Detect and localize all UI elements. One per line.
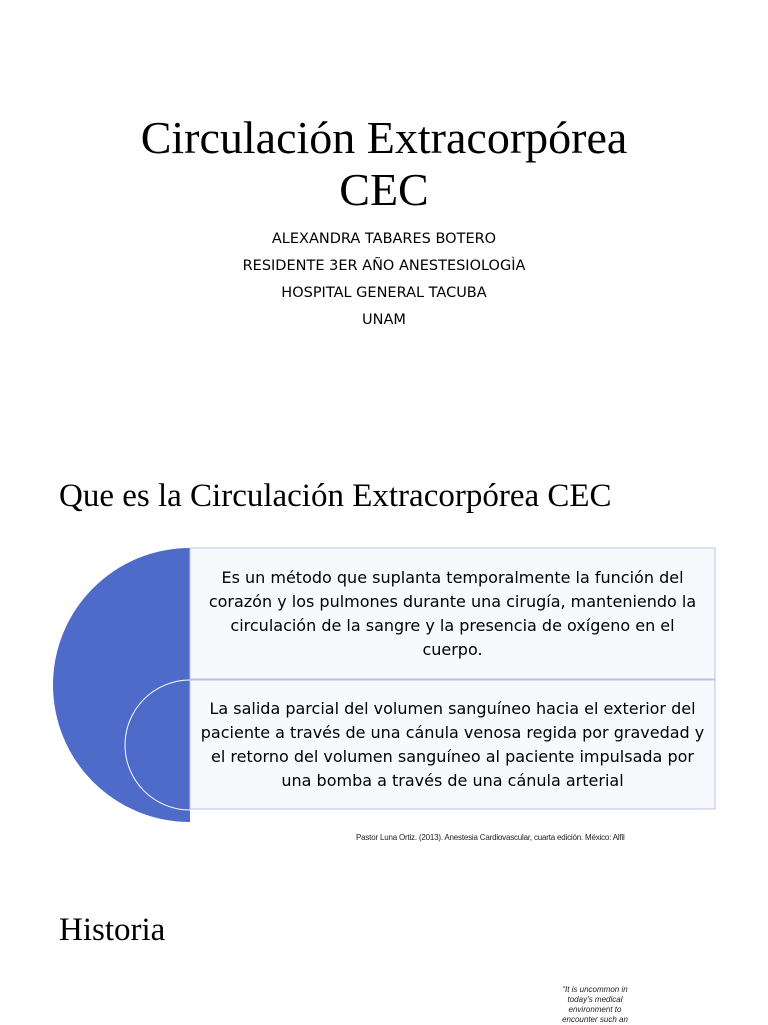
author-role: RESIDENTE 3ER AÑO ANESTESIOLOGÌA [242, 258, 526, 274]
slide-heading: Que es la Circulación Extracorpórea CEC [59, 478, 612, 514]
quote-snippet [562, 985, 628, 1025]
presentation-title [0, 112, 768, 216]
author-block [0, 226, 768, 334]
title-slide [0, 0, 768, 440]
history-slide [0, 860, 768, 1024]
definition-item-1: Es un método que suplanta temporalmente la función del corazón y los pulmones durante una cirugía, manteniendo la circulación de la sangre y la presencia de oxígeno en el cuerpo. [208, 567, 697, 659]
author-name: ALEXANDRA TABARES BOTERO [271, 231, 497, 247]
slide-heading: Historia [59, 912, 166, 948]
author-hospital: HOSPITAL GENERAL TACUBA [281, 285, 487, 301]
quote-line: encounter such an [562, 1015, 628, 1024]
author-university: UNAM [362, 312, 406, 328]
definition-item-2: La salida parcial del volumen sanguíneo hacia el exterior del paciente a través de una cánula venosa regida por gravedad y el retorno del volumen sanguíneo al paciente impulsada por una bomba a través de una cánula arterial [200, 698, 705, 790]
title-line-2: CEC [339, 164, 429, 215]
citation-text: Pastor Luna Ortiz. (2013). Anestesia Cardiovascular, cuarta edición. México: Alfil [356, 833, 625, 842]
quote-line: today’s medical [567, 995, 623, 1004]
definition-slide [0, 440, 768, 860]
quote-line: “It is uncommon in [562, 985, 628, 994]
semicircle-accent [53, 548, 190, 822]
title-line-1: Circulación Extracorpórea [140, 112, 628, 163]
quote-line: environment to [568, 1005, 622, 1014]
